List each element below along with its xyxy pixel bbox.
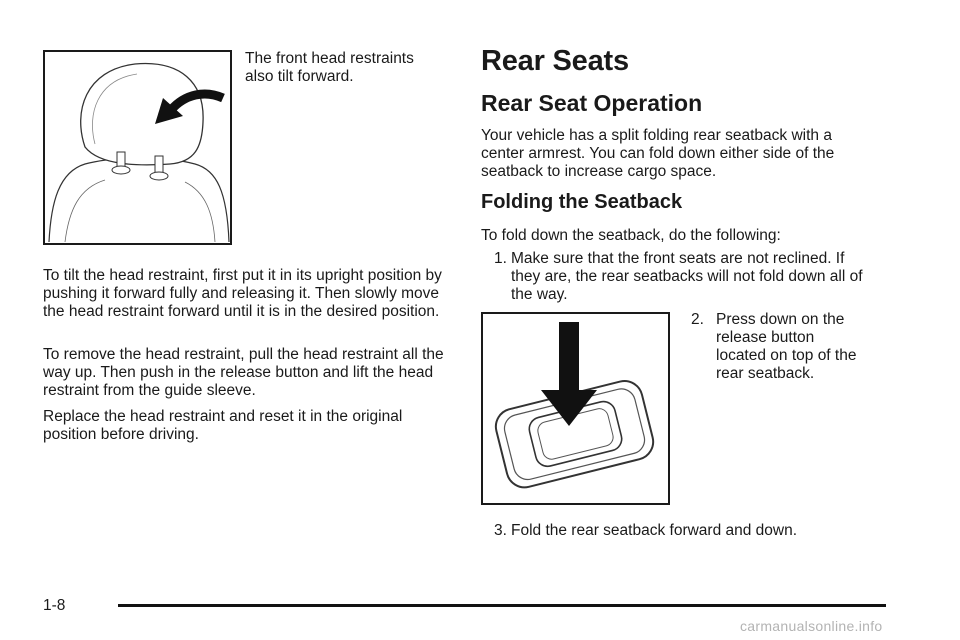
watermark-text: carmanualsonline.info: [740, 618, 883, 634]
step-2-text: Press down on the release button located on top of the rear seatback.: [716, 311, 857, 382]
sub-subsection-title: Folding the Seatback: [481, 191, 683, 213]
head-restraint-figure: [43, 50, 232, 245]
section-title: Rear Seats: [481, 45, 629, 77]
left-paragraph-2: To remove the head restraint, pull the head restraint all the way up. Then push in the release button and lift the head restraint from the guide sleeve.: [43, 346, 444, 399]
intro-paragraph: Your vehicle has a split folding rear seatback with a center armrest. You can fold down either side of the seatback to increase cargo space.: [481, 127, 835, 180]
page-number: 1-8: [43, 597, 66, 614]
step-1-number: 1.: [494, 250, 507, 267]
lead-in: To fold down the seatback, do the following:: [481, 227, 781, 244]
head-restraint-illustration: [45, 52, 230, 243]
step-3-number: 3.: [494, 522, 507, 539]
step-2-number: 2.: [691, 311, 704, 328]
figure-caption: The front head restraints also tilt forward.: [245, 50, 414, 85]
step-3-text: Fold the rear seatback forward and down.: [511, 522, 798, 539]
step-1-text: Make sure that the front seats are not reclined. If they are, the rear seatbacks will not fold down all of the way.: [511, 250, 863, 303]
footer-rule: [118, 604, 886, 607]
release-button-figure: [481, 312, 670, 505]
left-paragraph-1: To tilt the head restraint, first put it in its upright position by pushing it forward fully and releasing it. Then slowly move the head restraint forward until it is in the desired position.: [43, 267, 442, 320]
release-button-illustration: [483, 314, 668, 503]
left-paragraph-3: Replace the head restraint and reset it in the original position before driving.: [43, 408, 403, 443]
subsection-title: Rear Seat Operation: [481, 90, 703, 116]
